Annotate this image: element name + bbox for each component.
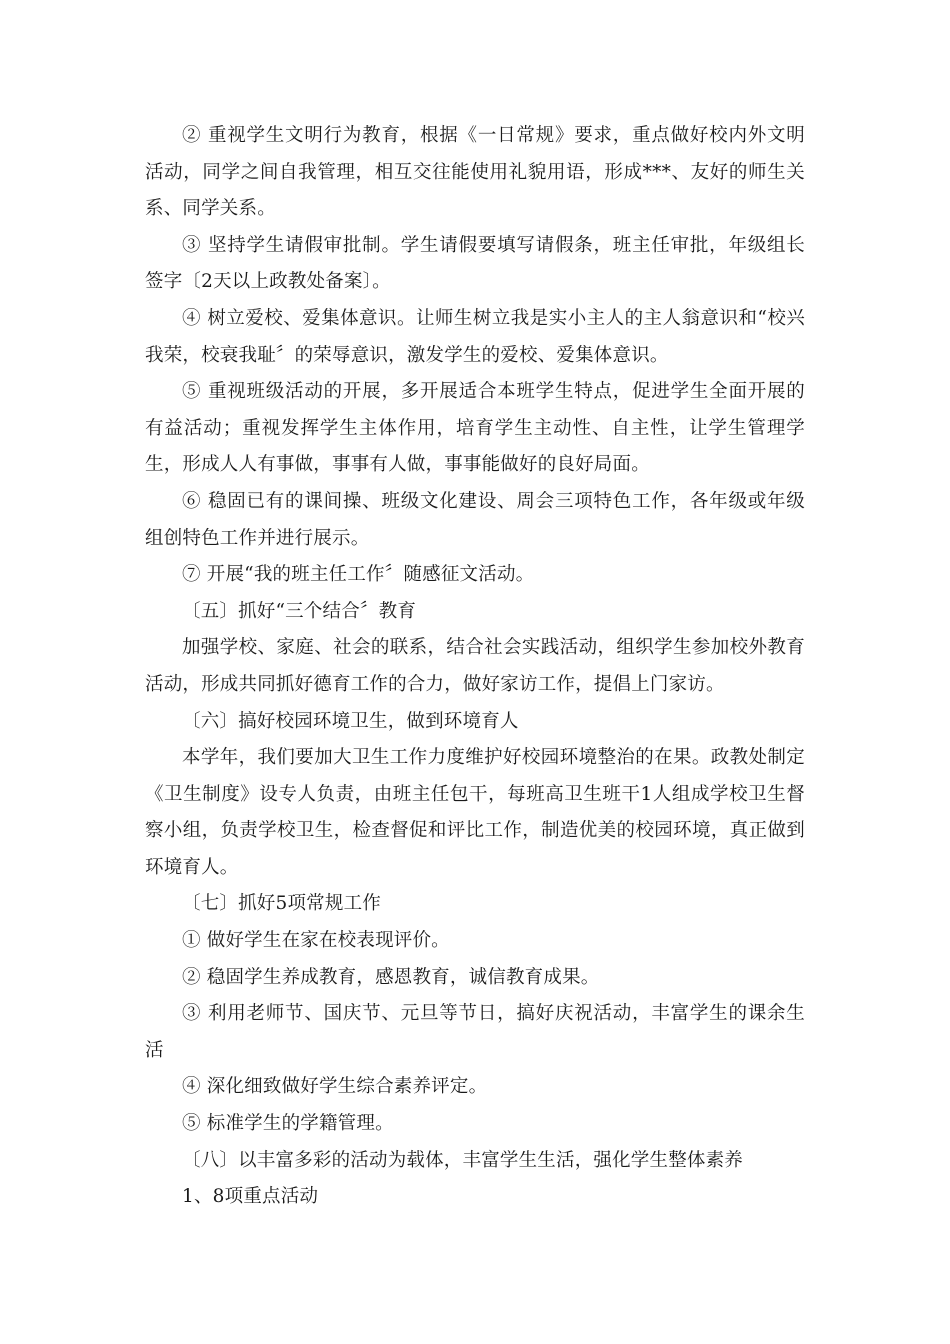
paragraph-three-combinations: 加强学校、家庭、社会的联系，结合社会实践活动，组织学生参加校外教育活动，形成共同抓好德育工作的合力，做好家访工作，提倡上门家访。	[145, 637, 805, 695]
paragraph-love-school: ④ 树立爱校、爱集体意识。让师生树立我是实小主人的主人翁意识和“校兴我荣，校衰我耻〞的荣辱意识，激发学生的爱校、爱集体意识。	[145, 307, 805, 366]
paragraph-class-activities: ⑤ 重视班级活动的开展，多开展适合本班学生特点，促进学生全面开展的有益活动；重视发挥学生主体作用，培育学生主动性、自主性，让学生管理学生，形成人人有事做，事事有人做，事事能做好的良好局面。	[145, 381, 805, 476]
subheading-key-activities: 1、8项重点活动	[182, 1186, 319, 1208]
section-heading-seven: 〔七〕抓好5项常规工作	[182, 893, 381, 915]
document-body	[145, 118, 805, 1216]
section-heading-five: 〔五〕抓好“三个结合〞教育	[182, 600, 417, 622]
paragraph-hygiene: 本学年，我们要加大卫生工作力度维护好校园环境整治的在果。政教处制定《卫生制度》设专人负责，由班主任包干，每班高卫生班干1人组成学校卫生督察小组，负责学校卫生，检查督促和评比工作，制造优美的校园环境，真正做到环境育人。	[145, 747, 805, 878]
paragraph-leave-approval: ③ 坚持学生请假审批制。学生请假要填写请假条，班主任审批，年级组长签字〔2天以上政教处备案〕。	[145, 234, 805, 293]
paragraph-essay-activity: ⑦ 开展“我的班主任工作〞随感征文活动。	[182, 564, 535, 586]
list-item-habit-education: ② 稳固学生养成教育，感恩教育，诚信教育成果。	[182, 966, 600, 988]
list-item-evaluation: ① 做好学生在家在校表现评价。	[182, 930, 450, 952]
paragraph-special-work: ⑥ 稳固已有的课间操、班级文化建设、周会三项特色工作，各年级或年级组创特色工作并进行展示。	[145, 490, 805, 549]
list-item-registration: ⑤ 标准学生的学籍管理。	[182, 1113, 394, 1135]
paragraph-civilized-behavior: ② 重视学生文明行为教育，根据《一日常规》要求，重点做好校内外文明活动，同学之间自我管理，相互交往能使用礼貌用语，形成***、友好的师生关系、同学关系。	[145, 125, 805, 220]
list-item-holiday-activities: ③ 利用老师节、国庆节、元旦等节日，搞好庆祝活动，丰富学生的课余生活	[145, 1003, 805, 1061]
list-item-quality-assessment: ④ 深化细致做好学生综合素养评定。	[182, 1076, 488, 1098]
section-heading-six: 〔六〕搞好校园环境卫生，做到环境育人	[182, 710, 519, 732]
section-heading-eight: 〔八〕以丰富多彩的活动为载体，丰富学生生活，强化学生整体素养	[182, 1149, 744, 1171]
